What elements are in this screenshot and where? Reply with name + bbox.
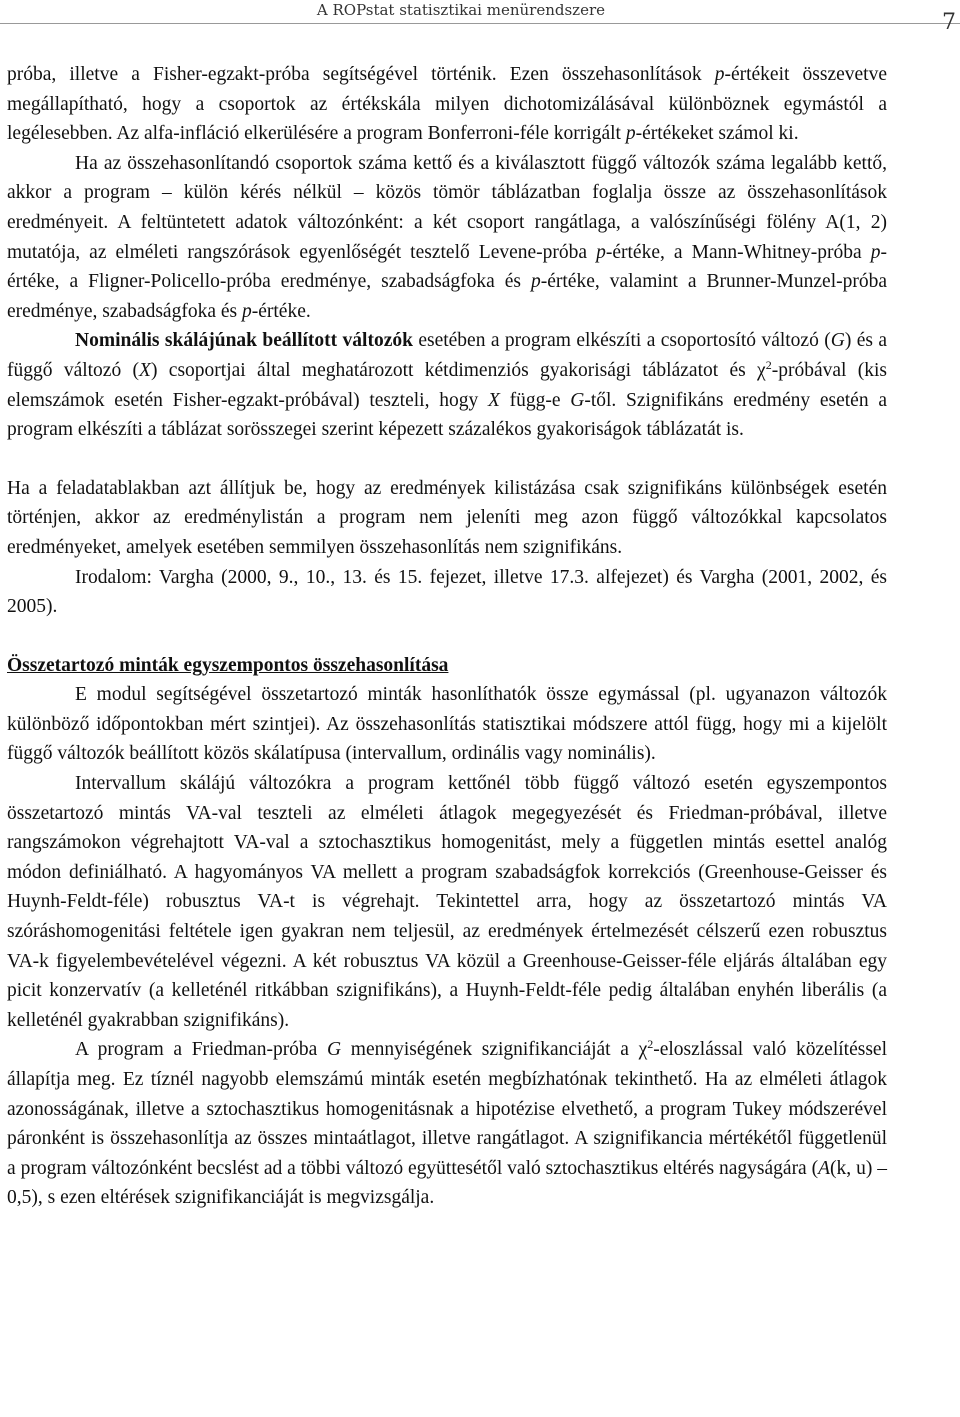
section-heading: Összetartozó minták egyszempontos összehasonlítása [7, 654, 449, 676]
italic-symbol: p [531, 271, 541, 293]
italic-symbol: G [327, 1039, 342, 1061]
page-number: 7 [942, 10, 956, 35]
header-divider [0, 23, 960, 24]
superscript: 2 [647, 1037, 654, 1052]
text-run: A program a Friedman-próba [75, 1039, 328, 1061]
text-run: ) és a függő változó ( [7, 330, 887, 381]
text-run: -értéke. [251, 300, 311, 322]
italic-symbol: p [241, 300, 252, 322]
document-body [7, 60, 887, 1213]
paragraph-spacer [7, 622, 887, 651]
text-run: Ha az összehasonlítandó csoportok száma kettő és a kiválasztott függő változók száma legalább kettő, akkor a program – külön kérés nélkül – közös tömör táblázatban foglalja össze az összehasonlítások eredményeit. A feltüntetett adatok változónként: a két csoport rangátlaga, a valószínűségi fölény A(1, 2) mutatója, az elméleti rangszórások egyenlőségét tesztelő Levene-próba [7, 152, 887, 263]
text-run: (k, u) – 0,5), s ezen eltérések szignifikanciáját is megvizsgálja. [7, 1157, 887, 1209]
paragraph-continuation [7, 60, 887, 149]
text-run: -értéke, valamint a Brunner-Munzel-próba eredménye, szabadságfoka és [7, 271, 888, 322]
italic-symbol: G [830, 330, 845, 352]
paragraph-spacer [7, 445, 887, 474]
italic-symbol: p [596, 241, 606, 263]
text-run: -próbával (kis elemszámok esetén Fisher-egzakt-próbával) teszteli, hogy [7, 359, 887, 411]
paragraph-interval: Intervallum skálájú változókra a program kettőnél több függő változó esetén egyszempontos összetartozó mintás VA-val teszteli az elméleti átlagok megegyezését és Friedman-próbával, illetve rangszámokon végrehajtott VA-val a sztochasztikus homogenitást, mely a független mintás esettel analóg módon definiálható. A hagyományos VA mellett a program szabadságfok korrekciós (Greenhouse-Geisser és Huynh-Feldt-féle) robusztus VA-t is végrehajt. Tekintettel arra, hogy az összetartozó mintás VA szóráshomogenitási feltétele igen gyakran nem teljesül, az eredmények értelmezését célszerű ezen robusztus VA-k figyelembevételével végezni. A két robusztus VA közül a Greenhouse-Geisser-féle eljárás általában egy picit konzervatív (a kelleténél ritkábban szignifikáns), a Huynh-Feldt-féle pedig általában enyhén liberális (a kelleténél gyakrabban szignifikáns). [7, 773, 887, 1031]
bold-term: Nominális skálájúnak beállított változók [75, 330, 413, 352]
paragraph-friedman [7, 1035, 887, 1213]
text-run: -értéke, a Fligner-Policello-próba eredménye, szabadságfoka és [7, 241, 887, 293]
paragraph-nominal [7, 326, 887, 444]
italic-symbol: p [870, 241, 881, 263]
text-run: -eloszlással való közelítéssel állapítja meg. Ez tíznél nagyobb elemszámú minták esetén megbízhatónak tekinthető. Ha az elméleti átlagok azonosságának, illetve a sztochasztikus homogenitásnak a hipotézise elvethető, a program Tukey módszerével páronként is összehasonlítja az összes mintaátlagot, illetve rangátlagot. A szignifikancia mértékétől függetlenül a program változónként becslést ad a többi változó együttesétől való sztochasztikus eltérés nagyságára ( [7, 1039, 887, 1179]
paragraph-filter: Ha a feladatablakban azt állítjuk be, hogy az eredmények kilistázása csak szignifikáns különbségek esetén történjen, akkor az eredménylistán a program nem jeleníti meg azon függő változókkal kapcsolatos eredményeket, amelyek esetében semmilyen összehasonlítás nem szignifikáns. [7, 477, 887, 558]
superscript: 2 [765, 357, 772, 372]
text-run: -értékeit összevetve megállapítható, hogy a csoportok az értékskála milyen dichotomizálásával különböznek egymástól a legélesebben. Az alfa-infláció elkerülésére a program Bonferroni-féle korrigált [7, 64, 888, 145]
italic-symbol: p [625, 123, 636, 145]
text-run: -től. Szignifikáns eredmény esetén a program elkészíti a táblázat sorösszegei szerint képezett százalékos gyakoriságok táblázatát is. [7, 389, 887, 441]
text-run: -értéke, a Mann-Whitney-próba [605, 241, 871, 263]
text-run: függ-e [499, 389, 571, 411]
italic-symbol: X [487, 389, 500, 411]
text-run: esetében a program elkészíti a csoportosító változó ( [412, 330, 831, 352]
text-run: ) csoportjai által meghatározott kétdimenziós gyakorisági táblázatot és χ [150, 359, 766, 381]
italic-symbol: G [570, 389, 585, 411]
italic-symbol: p [714, 64, 725, 85]
text-run: mennyiségének szignifikanciáját a χ [341, 1039, 648, 1061]
running-header-title: A ROPstat statisztikai menürendszere [316, 1, 605, 19]
text-run: próba, illetve a Fisher-egzakt-próba segítségével történik. Ezen összehasonlítások [7, 64, 715, 85]
text-run: -értékeket számol ki. [635, 123, 799, 145]
paragraph-references: Irodalom: Vargha (2000, 9., 10., 13. és 15. fejezet, illetve 17.3. alfejezet) és Vargha (2001, 2002, és 2005). [7, 566, 887, 618]
italic-symbol: A [818, 1157, 831, 1179]
paragraph-module-intro: E modul segítségével összetartozó minták hasonlíthatók össze egymással (pl. ugyanazon változók különböző időpontokban mért szintjei). Az összehasonlítás statisztikai módszere attól függ, hogy mi a kijelölt függő változók beállított közös skálatípusa (intervallum, ordinális vagy nominális). [7, 684, 887, 765]
italic-symbol: X [139, 359, 151, 381]
paragraph-two-groups [7, 149, 887, 327]
